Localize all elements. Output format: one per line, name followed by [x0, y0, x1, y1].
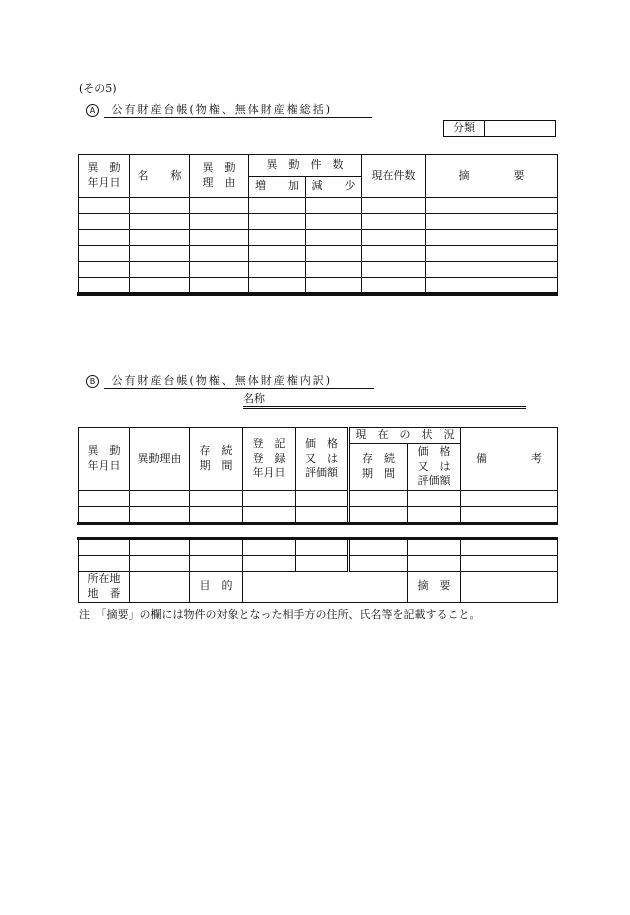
footer-summary-label: 摘 要 — [408, 572, 461, 603]
footer-purpose-value[interactable] — [243, 572, 408, 603]
header-name: 名 称 — [130, 155, 190, 198]
footer-summary-value[interactable] — [461, 572, 558, 603]
section-a-title-row — [86, 104, 332, 117]
header-ido-reason: 異 動 理 由 — [190, 155, 249, 198]
header-current-count: 現在件数 — [362, 155, 426, 198]
header-price: 価 格 又 は 評価額 — [296, 428, 349, 491]
footnote: 注 「摘要」の欄には物件の対象となった相手方の住所、氏名等を記載すること。 — [79, 608, 481, 621]
detail-ledger-table — [78, 427, 558, 523]
page-label: (その5) — [79, 82, 117, 95]
section-a-title: 公有財産台帳(物権、無体財産権総括) — [111, 103, 333, 116]
summary-ledger-table — [78, 154, 558, 294]
header-ido-date: 異 動 年月日 — [79, 155, 130, 198]
table-row — [79, 230, 558, 246]
section-a-marker: A — [86, 104, 99, 117]
footer-location-value[interactable] — [130, 572, 190, 603]
bunrui-label: 分類 — [444, 121, 485, 137]
header-period: 存 続 期 間 — [190, 428, 243, 491]
header-ido-reason: 異動理由 — [130, 428, 190, 491]
header-registration: 登 記 登 録 年月日 — [243, 428, 296, 491]
table-row — [79, 556, 558, 572]
name-underline[interactable] — [243, 406, 526, 409]
header-remarks: 摘 要 — [426, 155, 558, 198]
header-ido-count: 異 動 件 数 — [249, 155, 362, 177]
footer-purpose-label: 目 的 — [190, 572, 243, 603]
table-row — [79, 262, 558, 278]
section-b-title-underline — [104, 388, 374, 389]
bunrui-value[interactable] — [485, 121, 556, 137]
section-a-title-underline — [104, 117, 372, 118]
header-increase: 増 加 — [249, 176, 306, 198]
header-notes: 備 考 — [461, 428, 558, 491]
table-row — [79, 540, 558, 556]
table-b-break-rule-top — [77, 522, 558, 525]
table-a-bottom-rule — [77, 292, 558, 296]
table-row — [79, 214, 558, 230]
header-current-status: 現 在 の 状 況 — [349, 428, 461, 444]
header-ido-date: 異 動 年月日 — [79, 428, 130, 491]
table-row — [79, 507, 558, 523]
header-current-price: 価 格 又 は 評価額 — [408, 443, 461, 490]
section-b-marker: B — [86, 375, 99, 388]
name-label: 名称 — [243, 392, 265, 405]
table-row — [79, 246, 558, 262]
header-current-period: 存 続 期 間 — [349, 443, 408, 490]
header-decrease: 減 少 — [306, 176, 362, 198]
table-row — [79, 491, 558, 507]
bunrui-box — [443, 120, 556, 137]
section-b-title: 公有財産台帳(物権、無体財産権内訳) — [111, 374, 333, 387]
footer-location-label: 所在地 地 番 — [79, 572, 130, 603]
section-b-title-row — [86, 375, 332, 388]
table-row — [79, 198, 558, 214]
detail-ledger-table-continued — [78, 539, 558, 603]
